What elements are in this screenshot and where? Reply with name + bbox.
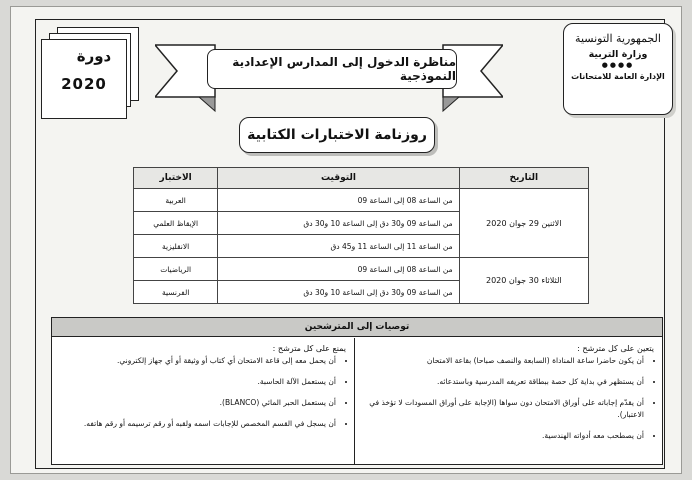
document-sheet — [10, 6, 682, 474]
table-header-row — [134, 168, 589, 189]
required-list — [367, 355, 654, 442]
ministry-header — [563, 23, 673, 115]
time-cell: من الساعة 09 و30 دق إلى الساعة 10 و30 دق — [218, 281, 459, 304]
session-word: دورة — [76, 47, 112, 65]
subject-cell: الإيقاظ العلمي — [134, 212, 218, 235]
time-cell: من الساعة 08 إلى الساعة 09 — [218, 258, 459, 281]
list-item: • أن يستعمل الحبر المائي (BLANCO). — [60, 397, 336, 409]
list-item: • أن يسجل في القسم المخصص للإجابات اسمه ولقبه أو رقم ترسيمه أو رقم هاتفه. — [60, 418, 336, 430]
exam-schedule-table — [133, 167, 589, 304]
schedule-title: روزنامة الاختبارات الكتابية — [239, 117, 435, 153]
list-item: • أن يصطحب معه أدواته الهندسية. — [367, 430, 644, 442]
forbidden-lead: يمنع على كل مترشح : — [272, 344, 346, 353]
time-cell: من الساعة 09 و30 دق إلى الساعة 10 و30 دق — [218, 212, 459, 235]
recommendations-title: توصيات إلى المترشحين — [52, 318, 662, 337]
table-row — [134, 258, 589, 281]
subject-cell: الرياضيات — [134, 258, 218, 281]
header-timing: التوقيت — [218, 168, 459, 189]
list-item: • أن يقدّم إجاباته على أوراق الامتحان دون سواها (الإجابة على أوراق المسودات لا تؤخذ في الاعتبار). — [367, 397, 644, 421]
list-item: • أن يحمل معه إلى قاعة الامتحان أي كتاب أو وثيقة أو أي جهاز إلكتروني. — [60, 355, 336, 367]
subject-cell: الانقليزية — [134, 235, 218, 258]
header-subject: الاختبار — [134, 168, 218, 189]
forbidden-list — [60, 355, 346, 430]
table-row — [134, 189, 589, 212]
date-cell: الثلاثاء 30 جوان 2020 — [459, 258, 588, 304]
republic-label: الجمهورية التونسية — [575, 32, 661, 45]
session-box — [41, 39, 127, 119]
separator-dots: ●●●● — [601, 61, 635, 69]
required-column — [359, 338, 662, 464]
required-lead: يتعين على كل مترشح : — [577, 344, 654, 353]
session-year: 2020 — [61, 75, 107, 93]
date-cell: الاثنين 29 جوان 2020 — [459, 189, 588, 258]
list-item: • أن يكون حاضرا ساعة المناداة (السابعة والنصف صباحا) بقاعة الامتحان — [367, 355, 644, 367]
time-cell: من الساعة 11 إلى الساعة 11 و45 دق — [218, 235, 459, 258]
recommendations-box — [51, 317, 663, 465]
department-label: الإدارة العامة للامتحانات — [571, 72, 665, 81]
subject-cell: العربية — [134, 189, 218, 212]
banner-title: مناظرة الدخول إلى المدارس الإعدادية النموذجية — [207, 49, 457, 89]
header-date: التاريخ — [459, 168, 588, 189]
time-cell: من الساعة 08 إلى الساعة 09 — [218, 189, 459, 212]
ministry-label: وزارة التربية — [588, 49, 648, 60]
subject-cell: الفرنسية — [134, 281, 218, 304]
forbidden-column — [52, 338, 355, 464]
list-item: • أن يستظهر في بداية كل حصة ببطاقة تعريفه المدرسية وباستدعائه. — [367, 376, 644, 388]
list-item: • أن يستعمل الآلة الحاسبة. — [60, 376, 336, 388]
